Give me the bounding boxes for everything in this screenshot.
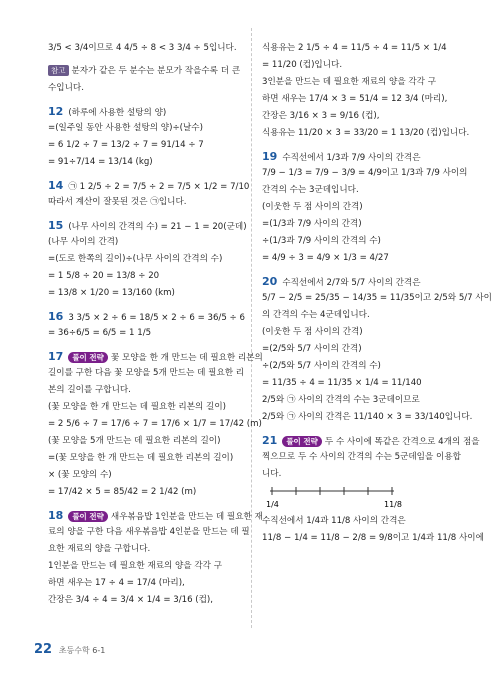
solution-line [262,341,458,358]
line-text: =(일주일 동안 사용한 설탕의 양)÷(날수) [48,123,203,133]
line-text: =(도로 한쪽의 길이)÷(나무 사이의 간격의 수) [48,254,223,264]
solution-line [48,217,247,234]
line-text: ÷(1/3과 7/9 사이의 간격의 수) [262,236,381,246]
line-text: 3 3/5 × 2 ÷ 6 = 18/5 × 2 ÷ 6 = 36/5 ÷ 6 [68,313,245,323]
solution-line [262,513,458,530]
solution-line [262,307,458,324]
solution-line [48,251,244,268]
line-text: ÷(2/5와 5/7 사이의 간격의 수) [262,361,381,371]
line-text: = 13/8 × 1/20 = 13/160 (km) [48,288,175,298]
line-text: 니다. [262,469,282,479]
line-text: =(2/5와 5/7 사이의 간격) [262,344,362,354]
solution-line [48,103,244,120]
problem-number: 16 [48,310,64,323]
solution-line [48,484,244,501]
number-line-end-label: 11/8 [384,500,402,509]
solution-line [48,433,244,450]
line-text: 수직선에서 1/3과 7/9 사이의 간격은 [282,153,421,163]
line-text: (나무 사이의 간격) [48,237,119,247]
solution-line [262,409,473,426]
line-text: 분자가 같은 두 분수는 분모가 작을수록 더 큰 [71,66,241,76]
line-text: (이웃한 두 점 사이의 간격) [262,202,363,212]
line-text: 3인분을 만드는 데 필요한 재료의 양을 각각 구 [262,77,437,87]
line-text: × (꽃 모양의 수) [48,470,112,480]
problem-number: 12 [48,105,64,118]
problem-p20 [262,273,492,432]
line-text: 1인분을 만드는 데 필요한 재료의 양을 각각 구 [48,561,223,571]
problem-number: 14 [48,179,64,192]
line-text: 식용유는 11/20 × 3 = 33/20 = 1 13/20 (컵)입니다. [262,128,470,138]
line-text: = 2 5/6 ÷ 7 = 17/6 ÷ 7 = 17/6 × 1/7 = 17/42 (m) [48,419,262,429]
line-text: 하면 새우는 17 ÷ 4 = 17/4 (마리), [48,578,185,588]
solution-line [262,165,468,182]
solution-line [48,234,244,251]
solution-line [262,432,480,449]
left-column [48,40,263,615]
number-line [262,483,458,513]
solution-line [262,125,470,142]
problem-p11note [48,63,244,103]
book-title: 초등수학 6-1 [58,646,106,655]
line-text: 수입니다. [48,83,84,93]
line-text: (나무 사이의 간격의 수) = 21 − 1 = 20(군데) [68,222,247,232]
problem-p19 [262,148,468,273]
line-text: 본의 길이를 구합니다. [48,385,131,395]
line-text: =(꽃 모양을 한 개 만드는 데 필요한 리본의 길이) [48,453,234,463]
line-text: 5/7 − 2/5 = 25/35 − 14/35 = 11/35이고 2/5와 5/7 사이 [262,293,492,303]
solution-line [48,177,250,194]
line-text: 식용유는 2 1/5 ÷ 4 = 11/5 ÷ 4 = 11/5 × 1/4 [262,43,447,53]
solution-line [48,467,244,484]
line-text: = 6 1/2 ÷ 7 = 13/2 ÷ 7 = 91/14 ÷ 7 [48,140,204,150]
line-text: = 11/35 ÷ 4 = 11/35 × 1/4 = 11/140 [262,378,422,388]
solution-line [262,57,458,74]
line-text: 간격의 수는 3군데입니다. [262,185,359,195]
problem-number: 19 [262,150,278,163]
problem-p14 [48,177,250,217]
line-text: 11/8 − 1/4 = 11/8 − 2/8 = 9/8이고 1/4과 11/8 사이에 [262,533,484,543]
problem-number: 21 [262,434,278,447]
solution-line [48,592,244,609]
solution-line [262,392,458,409]
solution-line [262,91,458,108]
line-text: = 17/42 × 5 = 85/42 = 2 1/42 (m) [48,487,197,497]
solution-line [262,449,461,466]
line-text: (이웃한 두 점 사이의 간격) [262,327,363,337]
solution-line [48,416,262,433]
line-text: 간장은 3/16 × 3 = 9/16 (컵), [262,111,380,121]
solution-line [262,199,458,216]
line-text: (하루에 사용한 설탕의 양) [68,108,167,118]
solution-line [262,290,492,307]
line-text: 의 간격의 수는 4군데입니다. [262,310,370,320]
problem-number: 18 [48,509,64,522]
problem-p15 [48,217,247,308]
solution-line [262,148,458,165]
solution-line [48,137,244,154]
line-text: 2/5와 ㉠ 사이의 간격은 11/140 × 3 = 33/140입니다. [262,412,473,422]
strategy-badge: 참고 [48,65,69,76]
solution-line [48,348,263,365]
solution-line [48,450,244,467]
column-divider [251,28,252,628]
solution-line [262,358,458,375]
line-text: 2/5와 ㉠ 사이의 간격의 수는 3군데이므로 [262,395,420,405]
problem-p18c [262,40,470,148]
solution-line [48,154,244,171]
solution-line [48,325,244,342]
solution-line [262,466,458,483]
solution-line [262,273,458,290]
solution-line [48,382,244,399]
line-text: 수직선에서 2/7와 5/7 사이의 간격은 [282,278,421,288]
solution-line [262,108,458,125]
solution-line [48,308,244,325]
number-line-start-label: 1/4 [266,500,279,509]
line-text: 찍으므로 두 수 사이의 간격의 수는 5군데임을 이용합 [262,452,461,462]
solution-line [262,40,458,57]
problem-p16 [48,308,244,348]
line-text: 료의 양을 구한 다음 새우볶음밥 4인분을 만드는 데 필 [48,527,250,537]
solution-line [48,80,244,97]
solution-line [48,120,244,137]
line-text: 하면 새우는 17/4 × 3 = 51/4 = 12 3/4 (마리), [262,94,448,104]
solution-line [48,524,250,541]
problem-number: 17 [48,350,64,363]
line-text: (꽃 모양을 한 개 만드는 데 필요한 리본의 길이) [48,402,226,412]
problem-p11c [48,40,244,63]
line-text: 7/9 − 1/3 = 7/9 − 3/9 = 4/9이고 1/3과 7/9 사이의 [262,168,468,178]
solution-line [48,285,244,302]
line-text: = 1 5/8 ÷ 20 = 13/8 ÷ 20 [48,271,160,281]
solution-line [48,365,244,382]
solution-line [262,250,458,267]
solution-line [48,268,244,285]
solution-line [262,324,458,341]
solution-line [262,74,458,91]
solution-line [48,40,244,57]
solution-line [262,233,458,250]
solution-line [48,399,244,416]
solution-line [48,63,244,80]
solution-line [262,375,458,392]
line-text: 두 수 사이에 똑같은 간격으로 4개의 점을 [324,437,480,447]
line-text: (꽃 모양을 5개 만드는 데 필요한 리본의 길이) [48,436,221,446]
solution-line [48,507,263,524]
solution-line [262,530,484,547]
problem-p17 [48,348,263,507]
line-text: 요한 재료의 양을 구합니다. [48,544,151,554]
solution-line [48,558,244,575]
problem-p18 [48,507,263,615]
line-text: ㉠ 1 2/5 ÷ 2 = 7/5 ÷ 2 = 7/5 × 1/2 = 7/10 [68,182,250,192]
problem-p12 [48,103,244,177]
solution-line [48,575,244,592]
line-text: 수직선에서 1/4과 11/8 사이의 간격은 [262,516,406,526]
line-text: = 36÷6/5 = 6/5 = 1 1/5 [48,328,152,338]
strategy-badge: 풀이 전략 [282,436,322,447]
solution-line [48,194,244,211]
line-text: = 11/20 (컵)입니다. [262,60,343,70]
line-text: 3/5 < 3/4이므로 4 4/5 ÷ 8 < 3 3/4 ÷ 5입니다. [48,43,237,53]
problem-number: 15 [48,219,64,232]
page-number: 22 [34,642,53,657]
line-text: 길이를 구한 다음 꽃 모양을 5개 만드는 데 필요한 리 [48,368,245,378]
line-text: 꽃 모양을 한 개 만드는 데 필요한 리본의 [110,353,263,363]
page-footer [34,642,105,657]
strategy-badge: 풀이 전략 [68,511,108,522]
line-text: 새우볶음밥 1인분을 만드는 데 필요한 재 [110,512,263,522]
line-text: 간장은 3/4 ÷ 4 = 3/4 × 1/4 = 3/16 (컵), [48,595,214,605]
solution-line [262,216,458,233]
problem-p21 [262,432,484,553]
solution-line [262,182,458,199]
strategy-badge: 풀이 전략 [68,352,108,363]
line-text: =(1/3과 7/9 사이의 간격) [262,219,362,229]
line-text: = 91÷7/14 = 13/14 (kg) [48,157,153,167]
right-column [262,40,492,553]
problem-number: 20 [262,275,278,288]
line-text: = 4/9 ÷ 3 = 4/9 × 1/3 = 4/27 [262,253,389,263]
line-text: 따라서 계산이 잘못된 것은 ㉠입니다. [48,197,187,207]
solution-line [48,541,244,558]
